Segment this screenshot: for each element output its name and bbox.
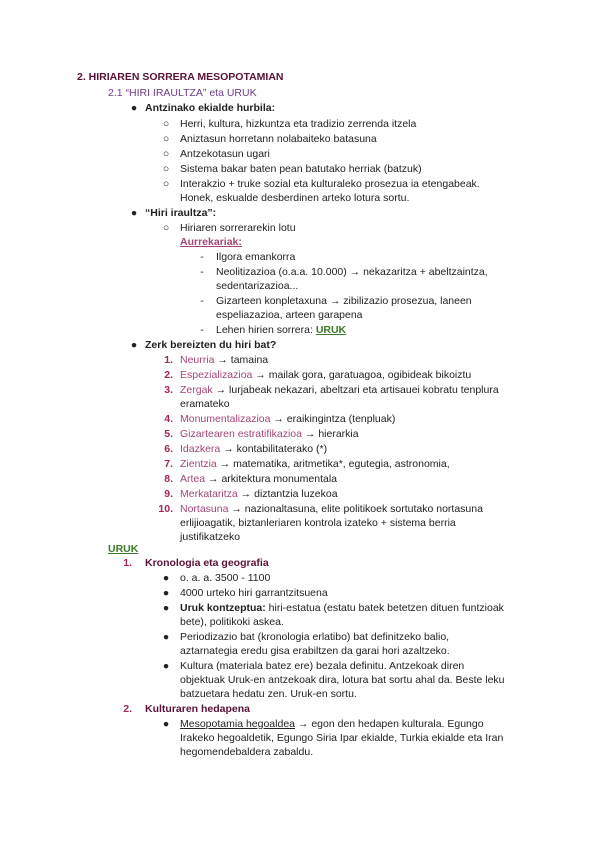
dash-bullet-icon: -	[200, 251, 204, 263]
list-number: 3.	[164, 384, 173, 396]
mesopotamia-text: → egon den hedapen kulturala. Egungo	[295, 718, 484, 730]
list-number: 6.	[164, 443, 173, 455]
list-item	[216, 324, 346, 337]
list-item: Aniztasun horretann nolabaiteko batasuna	[180, 133, 377, 145]
list-item-text: → tamaina	[214, 354, 269, 366]
circle-bullet-icon: ○	[162, 178, 170, 190]
list-item	[180, 602, 504, 615]
list-item	[180, 718, 484, 731]
uruk-heading: URUK	[108, 543, 139, 555]
mesopotamia-term: Mesopotamia hegoaldea	[180, 718, 295, 730]
list-item: Kultura (materiala batez ere) bezala definitu. Antzekoak diren	[180, 660, 465, 672]
dash-bullet-icon: -	[200, 324, 204, 336]
list-number: 2.	[164, 369, 173, 381]
list-item-term: Gizartearen estratifikazioa	[180, 428, 302, 440]
circle-bullet-icon: ○	[162, 222, 170, 234]
circle-bullet-icon: ○	[162, 118, 170, 130]
circle-bullet-icon: ○	[162, 148, 170, 160]
aurrekariak-label: Aurrekariak:	[180, 236, 242, 248]
list-number: 5.	[164, 428, 173, 440]
list-item-continuation: batzuetara hedatu zen. Uruk-en sortu.	[180, 688, 357, 700]
list-item-text: eramateko	[180, 398, 230, 410]
list-item-continuation: Irakeko hegoaldetik, Egungo Siria Ipar ekialde, Turkia ekialde eta Iran	[180, 732, 504, 744]
list-number: 10.	[158, 503, 173, 515]
bullet-dot-icon: ●	[162, 718, 170, 730]
list-item-text: Lehen hirien sorrera:	[216, 324, 316, 336]
list-item-term: Idazkera	[180, 443, 221, 455]
hiri-heading: “Hiri iraultza”:	[145, 207, 217, 219]
list-item-text: → diztantzia luzekoa	[237, 488, 338, 500]
list-item-text: → kontabilitaterako (*)	[220, 443, 328, 455]
bullet-dot-icon: ●	[162, 660, 170, 672]
bullet-dot-icon: ●	[130, 339, 138, 351]
dash-bullet-icon: -	[200, 295, 204, 307]
bullet-dot-icon: ●	[162, 587, 170, 599]
list-item: Gizarteen konpletaxuna → zibilizazio prosezua, laneen	[216, 295, 472, 307]
bullet-dot-icon: ●	[162, 631, 170, 643]
list-item-text: → eraikingintza (tenpluak)	[270, 413, 396, 425]
list-item	[180, 369, 471, 382]
list-item-continuation	[180, 531, 240, 544]
circle-bullet-icon: ○	[162, 163, 170, 175]
list-item-continuation: espeliazazioa, arteen garapena	[216, 309, 363, 321]
uruk-concept-label: Uruk kontzeptua:	[180, 602, 266, 614]
dash-bullet-icon: -	[200, 266, 204, 278]
list-item-text: → arkitektura monumentala	[205, 473, 338, 485]
page-title: 2. HIRIAREN SORRERA MESOPOTAMIAN	[77, 71, 284, 83]
list-item	[180, 503, 483, 516]
list-item-term: Espezializazioa	[180, 369, 253, 381]
list-number: 1.	[164, 354, 173, 366]
list-item-term: Merkataritza	[180, 488, 238, 500]
section-subtitle: 2.1 “HIRI IRAULTZA” eta URUK	[108, 87, 257, 99]
list-item	[180, 473, 337, 486]
list-item-continuation: sedentarizazioa...	[216, 280, 299, 292]
list-item-continuation: objektuak Uruk-en antzekoak dira, lotura bat sortu ahal da. Beste leku	[180, 674, 505, 686]
kronologia-heading: Kronologia eta geografia	[145, 557, 269, 569]
list-item	[180, 384, 499, 397]
kultura-heading: Kulturaren hedapena	[145, 703, 251, 715]
section-number: 1.	[123, 557, 132, 569]
zerk-heading: Zerk bereizten du hiri bat?	[145, 339, 277, 351]
list-item-continuation	[180, 398, 230, 411]
list-item-term: Nortasuna	[180, 503, 229, 515]
list-item-term: Monumentalizazioa	[180, 413, 271, 425]
list-item	[180, 458, 450, 471]
list-item: Interakzio + truke sozial eta kulturaleko prosezua ia etengabeak.	[180, 178, 480, 190]
list-item-term: Artea	[180, 473, 206, 485]
list-item-text: → lurjabeak nekazari, abeltzari eta artisauei kobratu tenplura	[212, 384, 499, 396]
list-item	[180, 443, 327, 456]
list-item-text: → matematika, aritmetika*, egutegia, astronomia,	[216, 458, 450, 470]
list-item: Antzekotasun ugari	[180, 148, 270, 160]
bullet-dot-icon: ●	[130, 207, 138, 219]
list-item-term: Neurria	[180, 354, 215, 366]
bullet-dot-icon: ●	[162, 602, 170, 614]
list-item: Neolitizazioa (o.a.a. 10.000) → nekazaritza + abeltzaintza,	[216, 266, 488, 278]
list-item: Ilgora emankorra	[216, 251, 296, 263]
bullet-dot-icon: ●	[130, 102, 138, 114]
antzinako-heading: Antzinako ekialde hurbila:	[145, 102, 276, 114]
list-item-continuation	[180, 517, 456, 530]
list-item-continuation: bete), politikoki askea.	[180, 616, 284, 628]
list-number: 4.	[164, 413, 173, 425]
circle-bullet-icon: ○	[162, 133, 170, 145]
bullet-dot-icon: ●	[162, 572, 170, 584]
list-item-term: Zientzia	[180, 458, 217, 470]
list-item-continuation: hegomendebaldera zabaldu.	[180, 746, 314, 758]
list-item-text: justifikatzeko	[180, 531, 241, 543]
list-item-continuation: aztarnategia eredu gisa erabiltzen da garai hori azaltzeko.	[180, 645, 450, 657]
list-number: 8.	[164, 473, 173, 485]
list-item	[180, 488, 338, 501]
list-item: 4000 urteko hiri garrantzitsuena	[180, 587, 328, 599]
list-item	[180, 428, 359, 441]
uruk-link[interactable]: URUK	[315, 324, 347, 336]
list-item: Herri, kultura, hizkuntza eta tradizio zerrenda itzela	[180, 118, 417, 130]
list-item	[180, 413, 395, 426]
list-item-text: → nazionaltasuna, elite politikoek sortutako nortasuna	[228, 503, 483, 515]
list-item: o. a. a. 3500 - 1100	[180, 572, 271, 584]
list-number: 7.	[164, 458, 173, 470]
list-item-text: erlijioagatik, biztanleriaren kontrola izateko + sistema berria	[180, 517, 456, 529]
list-item-term: Zergak	[180, 384, 213, 396]
list-item: Periodizazio bat (kronologia erlatibo) bat definitzeko balio,	[180, 631, 450, 643]
list-item-continuation: Honek, eskualde desberdinen arteko lotura sortu.	[180, 192, 410, 204]
list-item	[180, 354, 268, 367]
list-item: Sistema bakar baten pean batutako herriak (batzuk)	[180, 163, 422, 175]
list-item-text: → mailak gora, garatuagoa, ogibideak bikoiztu	[252, 369, 472, 381]
list-item-text: → hierarkia	[301, 428, 359, 440]
list-item: Hiriaren sorrerarekin lotu	[180, 222, 296, 234]
list-number: 9.	[164, 488, 173, 500]
section-number: 2.	[123, 703, 132, 715]
uruk-concept-text: hiri-estatua (estatu batek betetzen dituen funtzioak	[265, 602, 504, 614]
